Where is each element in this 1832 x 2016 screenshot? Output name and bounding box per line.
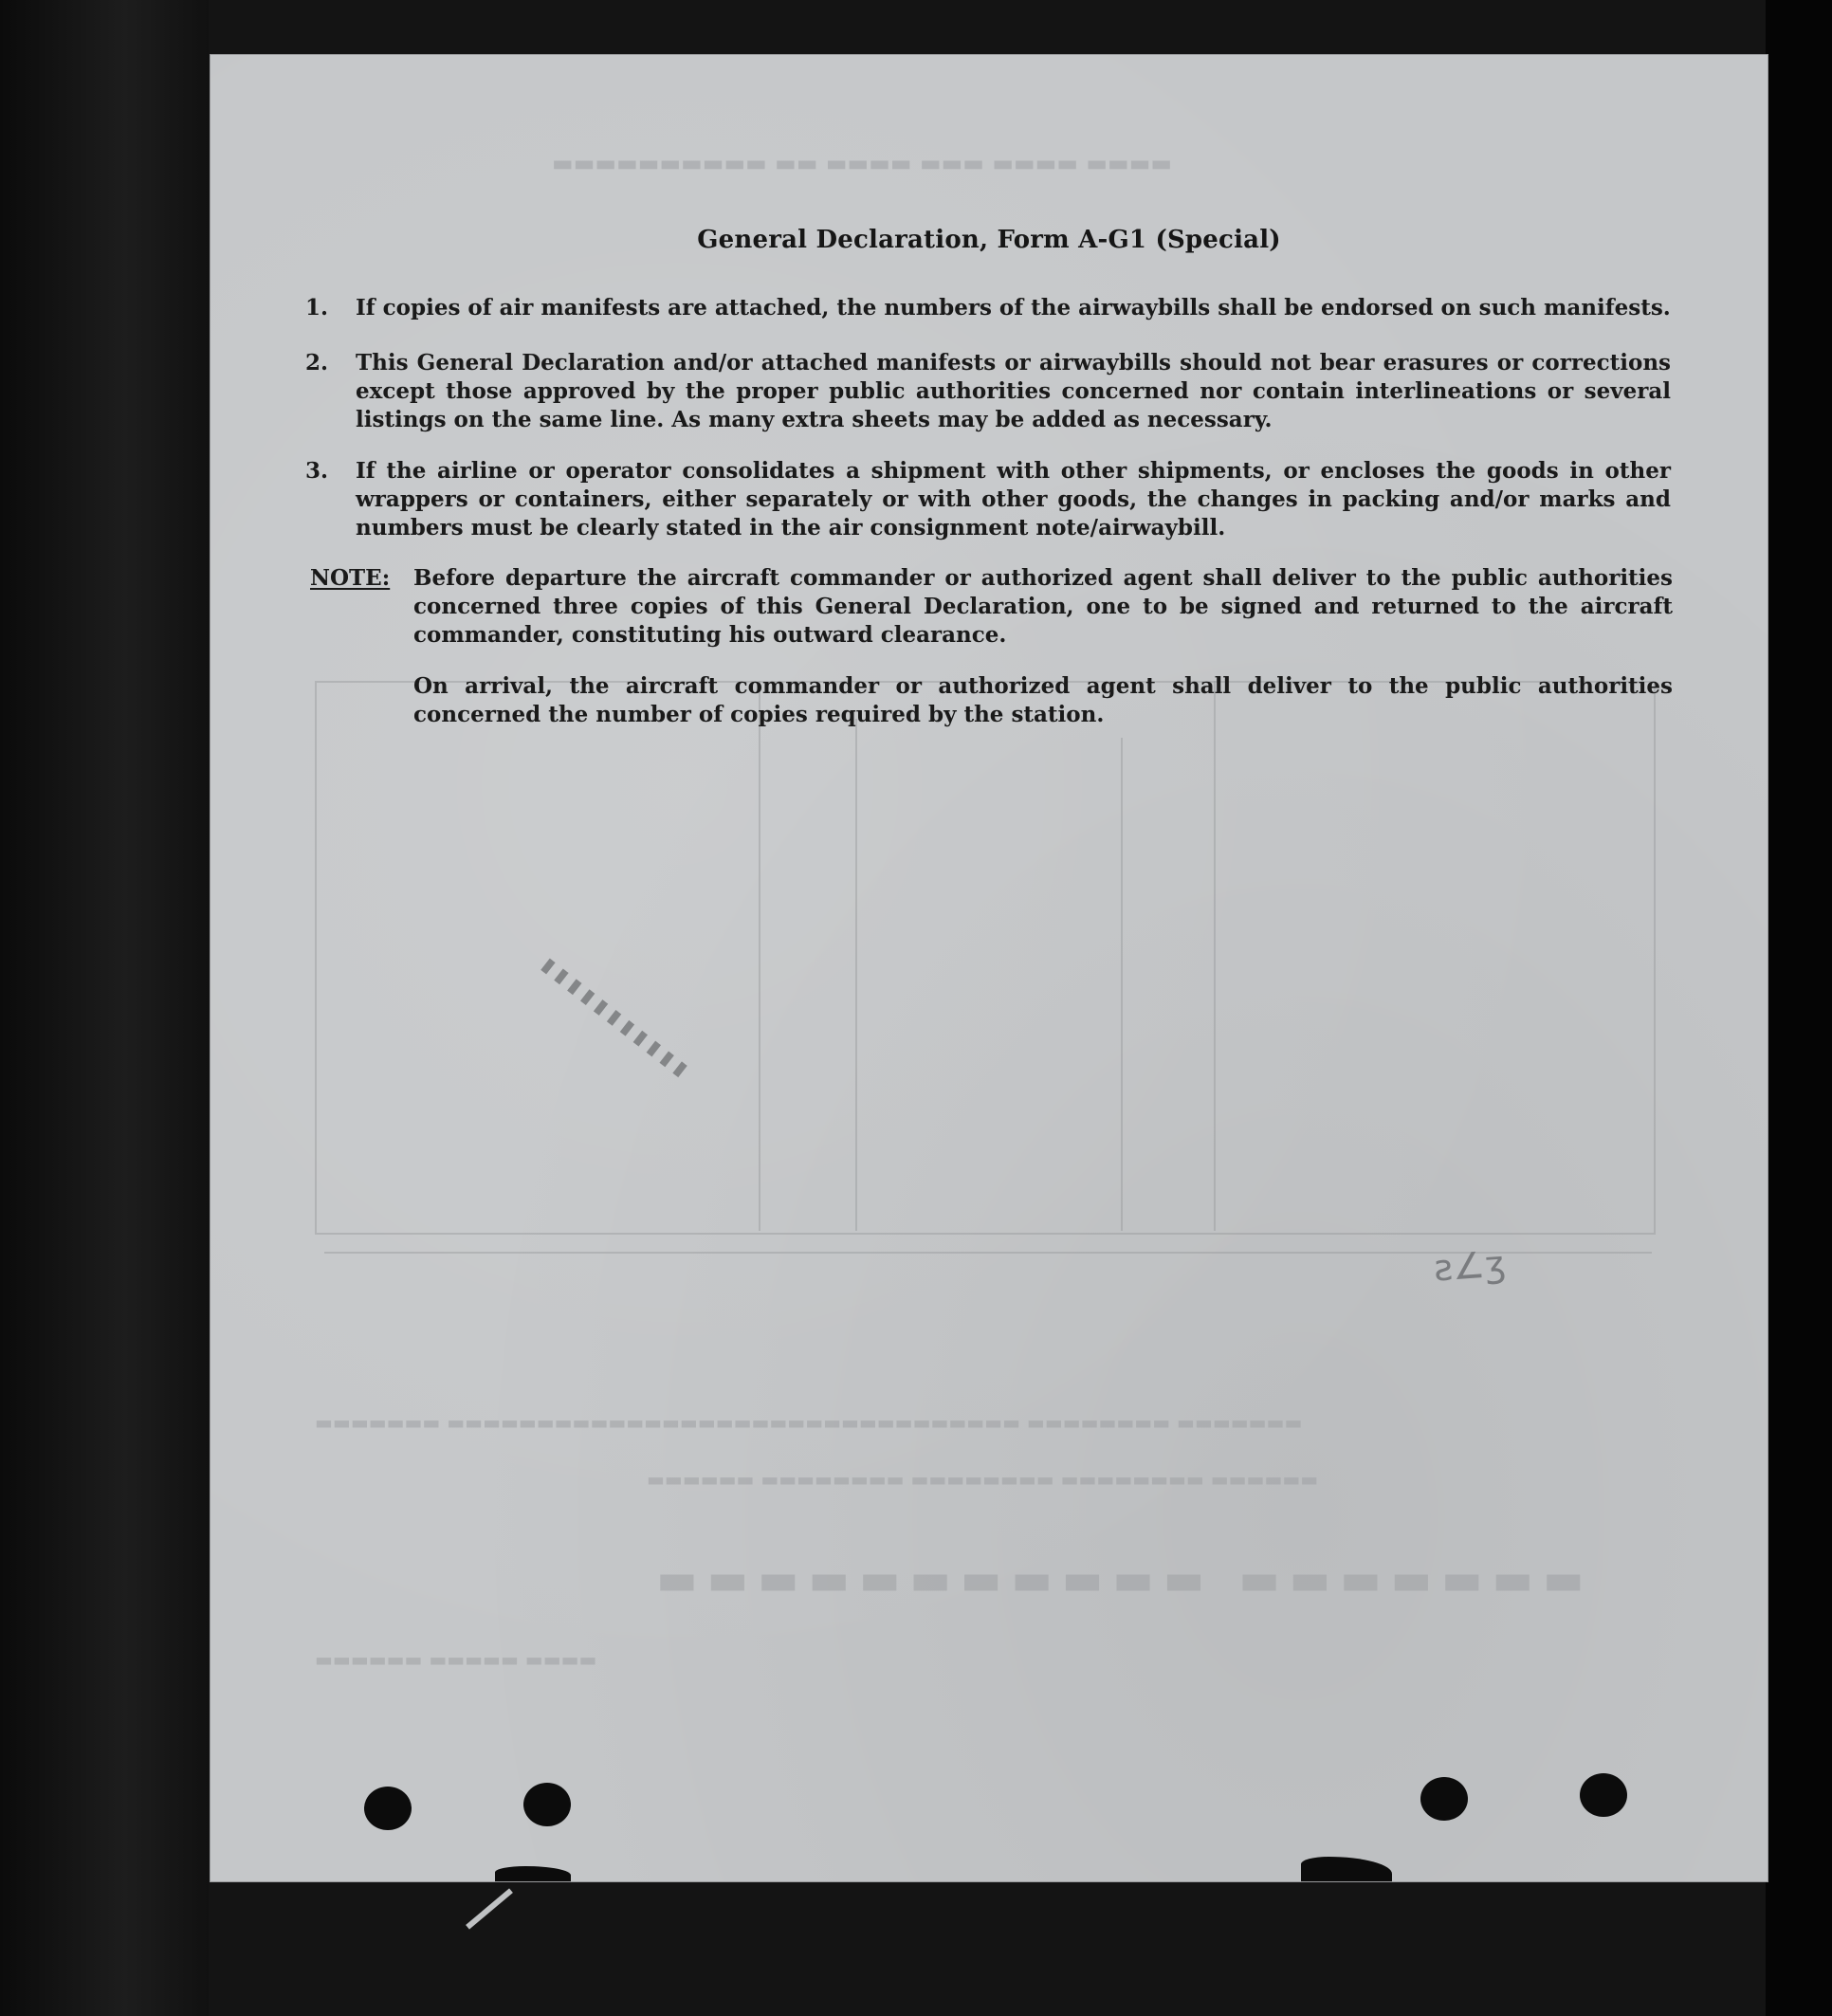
item-number: 1. xyxy=(305,295,329,321)
show-through-header: ▬▬▬▬ ▬▬▬▬ ▬▬▬ ▬▬▬▬ ▬▬ ▬▬▬▬▬▬▬▬▬▬ xyxy=(552,150,1173,176)
item-number: 3. xyxy=(305,458,329,484)
punch-hole xyxy=(523,1783,571,1826)
scan-background-left xyxy=(0,0,209,2016)
note-label: NOTE: xyxy=(310,565,391,591)
show-through-footer: ▬▬▬▬ ▬▬▬▬▬ ▬▬▬▬▬▬ xyxy=(315,1648,597,1671)
declaration-item-3 xyxy=(305,457,1671,542)
note-section xyxy=(310,564,1673,729)
punch-hole xyxy=(1420,1777,1468,1821)
rubber-stamp: ▮▮▮▮▮▮▮▮▮▮▮ xyxy=(534,949,697,1086)
note-paragraph-2: On arrival, the aircraft commander or authorized agent shall deliver to the public authorities concerned the number of copies required by the station. xyxy=(413,673,1673,727)
torn-edge xyxy=(1301,1857,1392,1881)
paper-crease xyxy=(466,1888,513,1929)
show-through-table-divider xyxy=(855,719,857,1231)
punch-hole xyxy=(1580,1773,1627,1817)
declaration-item-2 xyxy=(305,349,1671,434)
show-through-table-divider xyxy=(1121,738,1123,1231)
show-through-title: ▬▬▬▬▬▬▬ ▬▬▬▬▬▬▬▬▬▬▬ xyxy=(647,1553,1585,1604)
show-through-line: ▬▬▬▬▬▬▬ ▬▬▬▬▬▬▬▬ ▬▬▬▬▬▬▬▬▬▬▬▬▬▬▬▬▬▬▬▬▬▬▬▬▬▬▬▬▬▬▬▬ ▬▬▬▬▬▬▬ xyxy=(315,1411,1303,1434)
scan-background-right xyxy=(1766,0,1832,2016)
torn-edge xyxy=(495,1866,571,1881)
declaration-item-1 xyxy=(305,294,1671,322)
document-page xyxy=(211,55,1768,1881)
show-through-table-divider xyxy=(1214,681,1216,1231)
page-title: General Declaration, Form A-G1 (Special) xyxy=(697,226,1281,254)
item-number: 2. xyxy=(305,350,329,376)
show-through-table-divider xyxy=(759,681,760,1231)
item-text: If copies of air manifests are attached, the numbers of the airwaybills shall be endorsed on such manifests. xyxy=(356,295,1671,321)
note-paragraph-1: Before departure the aircraft commander or authorized agent shall deliver to the public authorities concerned three copies of this General Declaration, one to be signed and returned to the aircraft commander, constituting his outward clearance. xyxy=(413,565,1673,648)
item-text: This General Declaration and/or attached manifests or airwaybills should not bear erasures or corrections except those approved by the proper public authorities concerned nor contain interlineations or several listings on the same line. As many extra sheets may be added as necessary. xyxy=(356,350,1671,432)
punch-hole xyxy=(364,1787,412,1830)
show-through-subtitle: ▬▬▬▬▬▬ ▬▬▬▬▬▬▬▬ ▬▬▬▬▬▬▬▬ ▬▬▬▬▬▬▬▬ ▬▬▬▬▬▬ xyxy=(647,1468,1319,1491)
show-through-table xyxy=(315,681,1656,1235)
handwritten-mark: ƨ∠ʒ xyxy=(1432,1242,1508,1290)
item-text: If the airline or operator consolidates a shipment with other shipments, or encloses the goods in other wrappers or containers, either separately or with other goods, the changes in packing and/or marks and numbers must be clearly stated in the air consignment note/airwaybill. xyxy=(356,458,1671,541)
